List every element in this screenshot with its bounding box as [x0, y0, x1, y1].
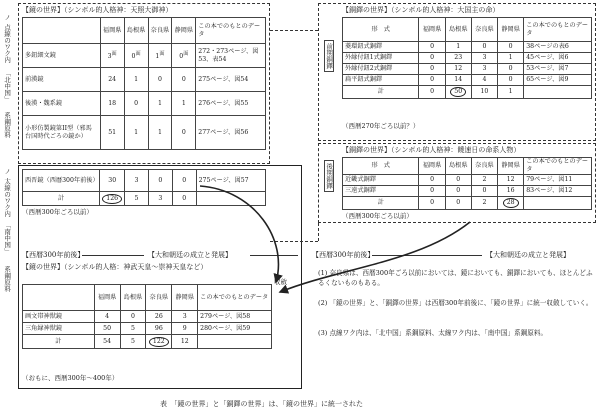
- cell-value: 26: [146, 311, 172, 323]
- cell-value: $1^面$: [148, 44, 172, 68]
- cell-value: 30: [100, 170, 125, 192]
- row-label-total: 計: [23, 335, 95, 349]
- col-header-shizuoka: 静岡県: [498, 158, 524, 175]
- cell-source: 45ページ、図6: [524, 53, 592, 64]
- era-bar-left-start: 【西暦300年前後】: [22, 251, 85, 259]
- dashed-connector: [270, 30, 318, 31]
- western-jin-note: （西暦300年ごろ以前）: [22, 208, 93, 216]
- side-dotted-label: 点線のワク内: [3, 24, 12, 63]
- side-dotted-mark: ノ: [3, 14, 12, 21]
- note-2-text: 「鏡の世界」と、「銅鐸の世界」は西暦300年前後に、「鏡の世界」に統一収斂していく。: [329, 299, 593, 307]
- note-3: [318, 328, 594, 338]
- table-late-dotaku: [342, 157, 592, 210]
- cell-value: 1: [148, 92, 172, 116]
- cell-value: 0: [419, 185, 445, 196]
- cell-total: 0: [445, 196, 471, 209]
- cell-value: 0: [172, 170, 196, 192]
- cell-total: 54: [94, 335, 120, 349]
- early-dotaku-title: 【銅鐸の世界】（シンボル的人格神：大国主の命）: [342, 6, 500, 14]
- row-label: 西晋鏡（西暦300年前後）: [23, 170, 100, 192]
- cell-value: 0: [419, 75, 445, 86]
- cell-value: 0: [172, 68, 196, 92]
- col-header-fukuoka: 福岡県: [100, 18, 124, 44]
- side-solid-label: 太線のワク内: [3, 178, 12, 217]
- cell-value: 3: [172, 311, 198, 323]
- col-header-type: 形 式: [343, 158, 419, 175]
- col-header-type: 形 式: [343, 18, 419, 42]
- col-header-source: この本でのもとのデータ: [524, 158, 592, 175]
- col-header-fukuoka: 福岡県: [419, 158, 445, 175]
- cell-value: 3: [125, 170, 149, 192]
- cell-source: [524, 196, 592, 209]
- cell-total: 5: [120, 335, 146, 349]
- cell-value: 0: [124, 92, 148, 116]
- cell-value: 0: [445, 185, 471, 196]
- cell-source: 280ページ、図59: [198, 323, 272, 335]
- col-header-source: この本でのもとのデータ: [198, 285, 272, 311]
- cell-value: 14: [445, 75, 471, 86]
- cell-value: 9: [172, 323, 198, 335]
- cell-source: 277ページ、図56: [196, 116, 266, 150]
- cell-total: 2: [471, 196, 497, 209]
- dashed-connector-horizontal: [270, 241, 318, 242]
- cell-value: 1: [124, 116, 148, 150]
- row-label: 三遠式銅鐸: [343, 185, 419, 196]
- unified-mirror-title: 【鏡の世界】（シンボル的人格：神武天皇〜崇神天皇など）: [22, 263, 208, 271]
- row-label: 扁平鈕式銅鐸: [343, 75, 419, 86]
- row-label: 後漢・魏系鏡: [23, 92, 101, 116]
- cell-value: 1: [172, 92, 196, 116]
- row-label: 外縁付鈕1式銅鐸: [343, 53, 419, 64]
- note-3-text: 点線ワク内は、「北中国」系鋼原料、太線ワク内は、「南中国」系鋼原料。: [329, 329, 548, 337]
- side-solid-mark: ノ: [3, 168, 12, 175]
- cell-source: 279ページ、図58: [198, 311, 272, 323]
- cell-total: 0: [419, 86, 445, 99]
- col-header-nara: 奈良県: [471, 158, 497, 175]
- table-unified-mirror: [22, 284, 272, 349]
- col-header-nara: 奈良県: [148, 18, 172, 44]
- cell-source: [198, 335, 272, 349]
- col-header-blank: [23, 285, 95, 311]
- col-header-source: この本でのもとのデータ: [524, 18, 592, 42]
- row-label: 画文帯神獣鏡: [23, 311, 95, 323]
- cell-value: $3^面$: [100, 44, 124, 68]
- note-1: [318, 268, 594, 288]
- row-label: 外縁付鈕2式銅鐸: [343, 64, 419, 75]
- cell-value: 1: [124, 68, 148, 92]
- row-label: 三角縁神獣鏡: [23, 323, 95, 335]
- col-header-nara: 奈良県: [146, 285, 172, 311]
- cell-value: 0: [471, 185, 497, 196]
- cell-value: 4: [94, 311, 120, 323]
- mirror-world-title: 【鏡の世界】（シンボル的人格神：天照大御神）: [22, 6, 173, 14]
- cell-value: 2: [471, 174, 497, 185]
- col-header-blank: [23, 18, 101, 44]
- col-header-source: この本でのもとのデータ: [196, 18, 266, 44]
- era-bar-right-end: 【大和朝廷の成立と発展】: [486, 251, 570, 259]
- cell-value: $0^面$: [172, 44, 196, 68]
- row-label-total: 計: [23, 192, 100, 206]
- side-dotted-sub2: 系鋼原料: [3, 112, 12, 138]
- cell-value: 23: [445, 53, 471, 64]
- cell-value: 51: [100, 116, 124, 150]
- col-header-fukuoka: 福岡県: [419, 18, 445, 42]
- cell-value: 0: [419, 64, 445, 75]
- cell-value: 12: [445, 64, 471, 75]
- side-solid-sub1: 「南中国」: [3, 222, 12, 255]
- cell-source: 276ページ、図55: [196, 92, 266, 116]
- cell-value: 1: [445, 42, 471, 53]
- cell-value: 0: [498, 42, 524, 53]
- row-label: 菱環鈕式銅鐸: [343, 42, 419, 53]
- cell-value: 3: [471, 64, 497, 75]
- note-1-number: (1): [318, 269, 328, 277]
- cell-source: 275ページ、図57: [196, 170, 265, 192]
- cell-value: 1: [148, 116, 172, 150]
- cell-source: [196, 192, 265, 206]
- row-label-total: 計: [343, 86, 419, 99]
- cell-source: 38ページの表6: [524, 42, 592, 53]
- row-label-total: 計: [343, 196, 419, 209]
- cell-value: 24: [100, 68, 124, 92]
- dashed-connector-drop: [318, 223, 319, 241]
- side-solid-sub2: 系鋼原料: [3, 266, 12, 292]
- cell-value: 96: [146, 323, 172, 335]
- cell-value: 5: [120, 323, 146, 335]
- side-dotted-sub1: 「北中国」: [3, 70, 12, 103]
- cell-total: 28: [498, 196, 524, 209]
- cell-value: 12: [498, 174, 524, 185]
- era-bar-left-line: [82, 255, 144, 256]
- cell-source: 65ページ、図9: [524, 75, 592, 86]
- early-dotaku-tag: 前期銅鐸: [324, 40, 334, 72]
- col-header-shimane: 島根県: [445, 158, 471, 175]
- cell-value: 4: [471, 75, 497, 86]
- cell-total: 3: [148, 192, 172, 206]
- col-header-shimane: 島根県: [124, 18, 148, 44]
- cell-source: 83ページ、図12: [524, 185, 592, 196]
- cell-total: 0: [419, 196, 445, 209]
- late-dotaku-title: 【銅鐸の世界】（シンボル的人格神：饒速日の命系人物）: [342, 146, 521, 154]
- era-bar-right-start: 【西暦300年前後】: [312, 251, 375, 259]
- era-bar-right-line: [372, 255, 482, 256]
- row-label: 近畿式銅鐸: [343, 174, 419, 185]
- era-bar-left-tail: [250, 255, 298, 256]
- cell-source: 79ページ、図11: [524, 174, 592, 185]
- col-header-nara: 奈良県: [471, 18, 497, 42]
- cell-total: 50: [445, 86, 471, 99]
- cell-total: 12: [172, 335, 198, 349]
- row-label: 小形仿製鏡第II型（邪馬台国時代ごろの鏡か）: [23, 116, 101, 150]
- row-label: 多鈕細文鏡: [23, 44, 101, 68]
- col-header-shimane: 島根県: [445, 18, 471, 42]
- col-header-shizuoka: 静岡県: [498, 18, 524, 42]
- col-header-shizuoka: 静岡県: [172, 18, 196, 44]
- note-1-text: 奈良県は、西暦300年ごろ以前においては、鏡においても、銅鐸においても、ほとんどふるくないものもある。: [318, 269, 593, 287]
- cell-value: 0: [172, 116, 196, 150]
- cell-source: 53ページ、図7: [524, 64, 592, 75]
- cell-source: [524, 86, 592, 99]
- cell-total: 126: [100, 192, 125, 206]
- late-dotaku-tag: 後期銅鐸: [324, 160, 334, 192]
- note-2: [318, 298, 594, 308]
- note-3-number: (3): [318, 329, 328, 337]
- cell-value: $0^面$: [124, 44, 148, 68]
- cell-value: 0: [419, 42, 445, 53]
- cell-value: 0: [419, 53, 445, 64]
- cell-total: 5: [125, 192, 149, 206]
- col-header-shimane: 島根県: [120, 285, 146, 311]
- cell-value: 0: [148, 170, 172, 192]
- cell-source: 275ページ、図54: [196, 68, 266, 92]
- row-label: 前漢鏡: [23, 68, 101, 92]
- cell-value: 0: [471, 42, 497, 53]
- table-early-dotaku: [342, 17, 592, 99]
- cell-source: 272・273ページ、図53、表54: [196, 44, 266, 68]
- early-dotaku-note: （西暦270年ごろ以前？）: [342, 122, 420, 130]
- cell-value: 18: [100, 92, 124, 116]
- cell-value: 0: [419, 174, 445, 185]
- cell-total: 122: [146, 335, 172, 349]
- merge-label: 収斂: [274, 278, 287, 286]
- col-header-shizuoka: 静岡県: [172, 285, 198, 311]
- cell-total: 1: [498, 86, 524, 99]
- table-western-jin: [22, 169, 266, 206]
- table-mirror-north: [22, 17, 266, 150]
- figure-caption: 表 「鏡の世界」と「銅鐸の世界」は、「鏡の世界」に統一された: [160, 400, 363, 408]
- cell-value: 0: [148, 68, 172, 92]
- cell-value: 1: [498, 53, 524, 64]
- note-2-number: (2): [318, 299, 328, 307]
- cell-total: 10: [471, 86, 497, 99]
- cell-value: 0: [120, 311, 146, 323]
- cell-value: 3: [471, 53, 497, 64]
- col-header-fukuoka: 福岡県: [94, 285, 120, 311]
- late-dotaku-note: （西暦300年ごろ以前）: [342, 212, 413, 220]
- cell-value: 0: [498, 64, 524, 75]
- cell-value: 0: [498, 75, 524, 86]
- cell-total: 0: [172, 192, 196, 206]
- cell-value: 0: [445, 174, 471, 185]
- unified-mirror-note: （おもに、西暦300年〜400年）: [22, 374, 119, 382]
- cell-value: 16: [498, 185, 524, 196]
- era-bar-left-end: 【大和朝廷の成立と発展】: [148, 251, 232, 259]
- cell-value: 50: [94, 323, 120, 335]
